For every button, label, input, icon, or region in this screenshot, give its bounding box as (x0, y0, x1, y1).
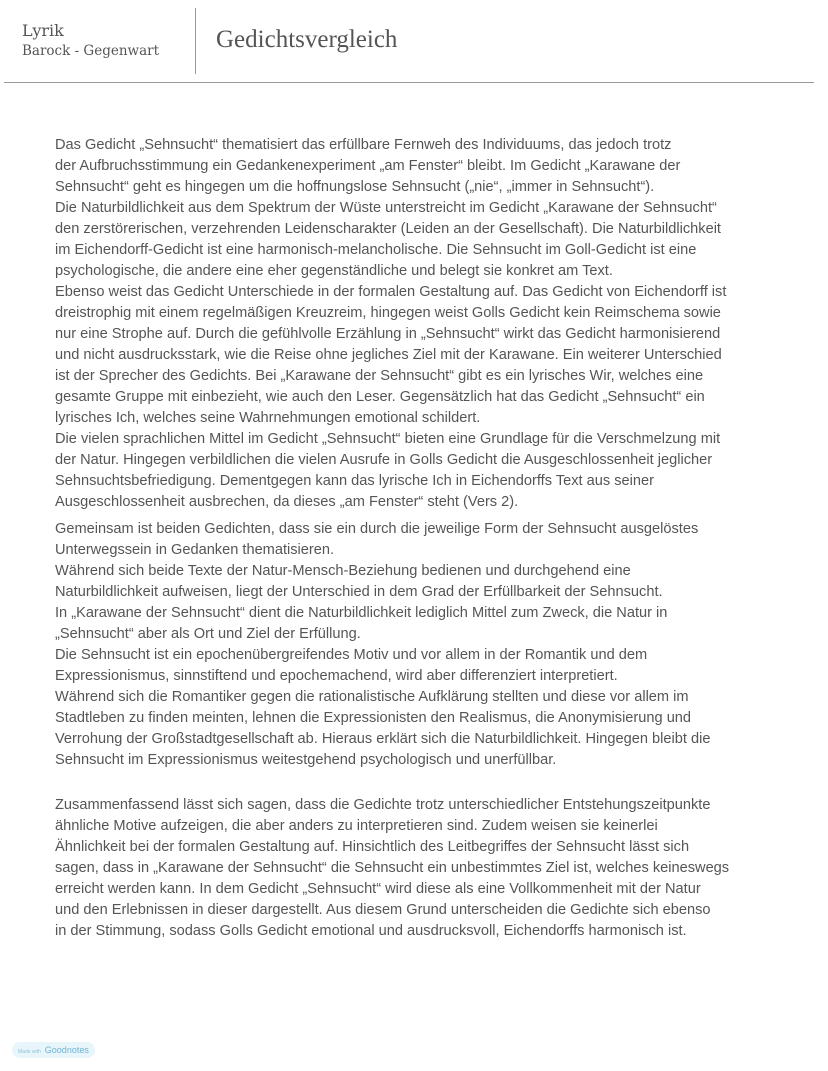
text-line: in der Stimmung, sodass Golls Gedicht emotional und ausdrucksvoll, Eichendorffs harmonisch ist. (55, 923, 687, 939)
text-line: der Aufbruchsstimmung ein Gedankenexperiment „am Fenster“ bleibt. Im Gedicht „Karawane der (55, 158, 681, 174)
text-line: Sehnsuchtsbefriedigung. Dementgegen kann das lyrische Ich in Eichendorffs Text aus seiner (55, 473, 654, 489)
text-line: Unterwegssein in Gedanken thematisieren. (55, 542, 335, 558)
text-line: erreicht werden kann. In dem Gedicht „Sehnsucht“ wird diese als eine Vollkommenheit mit der Natur (55, 881, 701, 897)
text-line: Sehnsucht“ geht es hingegen um die hoffnungslose Sehnsucht („nie“, „immer in Sehnsucht“). (55, 179, 655, 195)
text-line: dreistrophig mit einem regelmäßigen Kreuzreim, hingegen weist Golls Gedicht kein Reimschema sowie (55, 305, 721, 321)
text-line: Zusammenfassend lässt sich sagen, dass die Gedichte trotz unterschiedlicher Entstehungszeitpunkte (55, 797, 711, 813)
text-line: Sehnsucht im Expressionismus weitestgehend psychologisch und unerfüllbar. (55, 752, 557, 768)
text-line: ähnliche Motive aufzeigen, die aber anders zu interpretieren sind. Zudem weisen sie keinerlei (55, 818, 658, 834)
text-line: Die vielen sprachlichen Mittel im Gedicht „Sehnsucht“ bieten eine Grundlage für die Verschmelzung mit (55, 431, 721, 447)
text-line: gesamte Gruppe mit einbezieht, wie auch den Leser. Gegensätzlich hat das Gedicht „Sehnsucht“ ein (55, 389, 705, 405)
page-title: Gedichtsvergleich (216, 26, 398, 53)
paragraph (55, 135, 729, 513)
text-line: sagen, dass in „Karawane der Sehnsucht“ die Sehnsucht ein unbestimmtes Ziel ist, welches keineswegs (55, 860, 730, 876)
text-line: „Sehnsucht“ aber als Ort und Ziel der Erfüllung. (55, 626, 361, 642)
text-line: Während sich beide Texte der Natur-Mensch-Beziehung bedienen und durchgehend eine (55, 563, 631, 579)
text-line: Während sich die Romantiker gegen die rationalistische Aufklärung stellten und diese vor allem im (55, 689, 689, 705)
text-line: Naturbildlichkeit aufweisen, liegt der Unterschied in dem Grad der Erfüllbarkeit der Sehnsucht. (55, 584, 663, 600)
text-line: psychologische, die andere eine eher gegenständliche und belegt sie konkret am Text. (55, 263, 613, 279)
paragraph (55, 519, 729, 771)
text-line: Die Naturbildlichkeit aus dem Spektrum der Wüste unterstreicht im Gedicht „Karawane der Sehnsucht“ (55, 200, 717, 216)
text-line: ist der Sprecher des Gedichts. Bei „Karawane der Sehnsucht“ gibt es ein lyrisches Wir, welches eine (55, 368, 704, 384)
text-line: Das Gedicht „Sehnsucht“ thematisiert das erfüllbare Fernweh des Individuums, das jedoch trotz (55, 137, 672, 153)
text-line: und den Erlebnissen in dieser dargestellt. Aus diesem Grund unterscheiden die Gedichte sich ebenso (55, 902, 711, 918)
range-label: Barock - Gegenwart (22, 43, 160, 59)
made-with-goodnotes-badge[interactable] (12, 1042, 95, 1058)
header-divider (195, 8, 196, 74)
text-line: Gemeinsam ist beiden Gedichten, dass sie ein durch die jeweilige Form der Sehnsucht ausgelöstes (55, 521, 699, 537)
paragraph (55, 795, 729, 942)
text-line: Ähnlichkeit bei der formalen Gestaltung auf. Hinsichtlich des Leitbegriffes der Sehnsucht lässt sich (55, 839, 690, 855)
text-line: Stadtleben zu finden meinten, lehnen die Expressionisten den Realismus, die Anonymisierung und (55, 710, 692, 726)
text-line: Ebenso weist das Gedicht Unterschiede in der formalen Gestaltung auf. Das Gedicht von Eichendorff ist (55, 284, 727, 300)
text-line: den zerstörerischen, verzehrenden Leidenscharakter (Leiden an der Gesellschaft). Die Naturbildlichkeit (55, 221, 721, 237)
header-rule (4, 82, 814, 83)
text-line: Die Sehnsucht ist ein epochenübergreifendes Motiv und vor allem in der Romantik und dem (55, 647, 648, 663)
text-line: In „Karawane der Sehnsucht“ dient die Naturbildlichkeit lediglich Mittel zum Zweck, die Natur in (55, 605, 668, 621)
text-line: nur eine Strophe auf. Durch die gefühlvolle Erzählung in „Sehnsucht“ wirkt das Gedicht harmonisierend (55, 326, 721, 342)
subject-label: Lyrik (22, 21, 64, 40)
text-line: und nicht ausdrucksstark, wie die Reise ohne jegliches Ziel mit der Karawane. Ein weiterer Unterschied (55, 347, 722, 363)
text-line: Ausgeschlossenheit ausbrechen, da dieses „am Fenster“ steht (Vers 2). (55, 494, 519, 510)
badge-brand: Goodnotes (44, 1045, 89, 1055)
badge-prefix: Made with (18, 1049, 41, 1055)
header-left (22, 22, 159, 60)
text-line: lyrisches Ich, welches seine Wahrnehmungen emotional schildert. (55, 410, 481, 426)
document-body (55, 135, 729, 948)
text-line: Expressionismus, sinnstiftend und epochemachend, wird aber differenziert interpretiert. (55, 668, 618, 684)
text-line: Verrohung der Großstadtgesellschaft ab. Hieraus erklärt sich die Naturbildlichkeit. Hingegen bleibt die (55, 731, 711, 747)
text-line: im Eichendorff-Gedicht ist eine harmonisch-melancholische. Die Sehnsucht im Goll-Gedicht ist eine (55, 242, 697, 258)
text-line: der Natur. Hingegen verbildlichen die vielen Ausrufe in Golls Gedicht die Ausgeschlossenheit jeglicher (55, 452, 713, 468)
